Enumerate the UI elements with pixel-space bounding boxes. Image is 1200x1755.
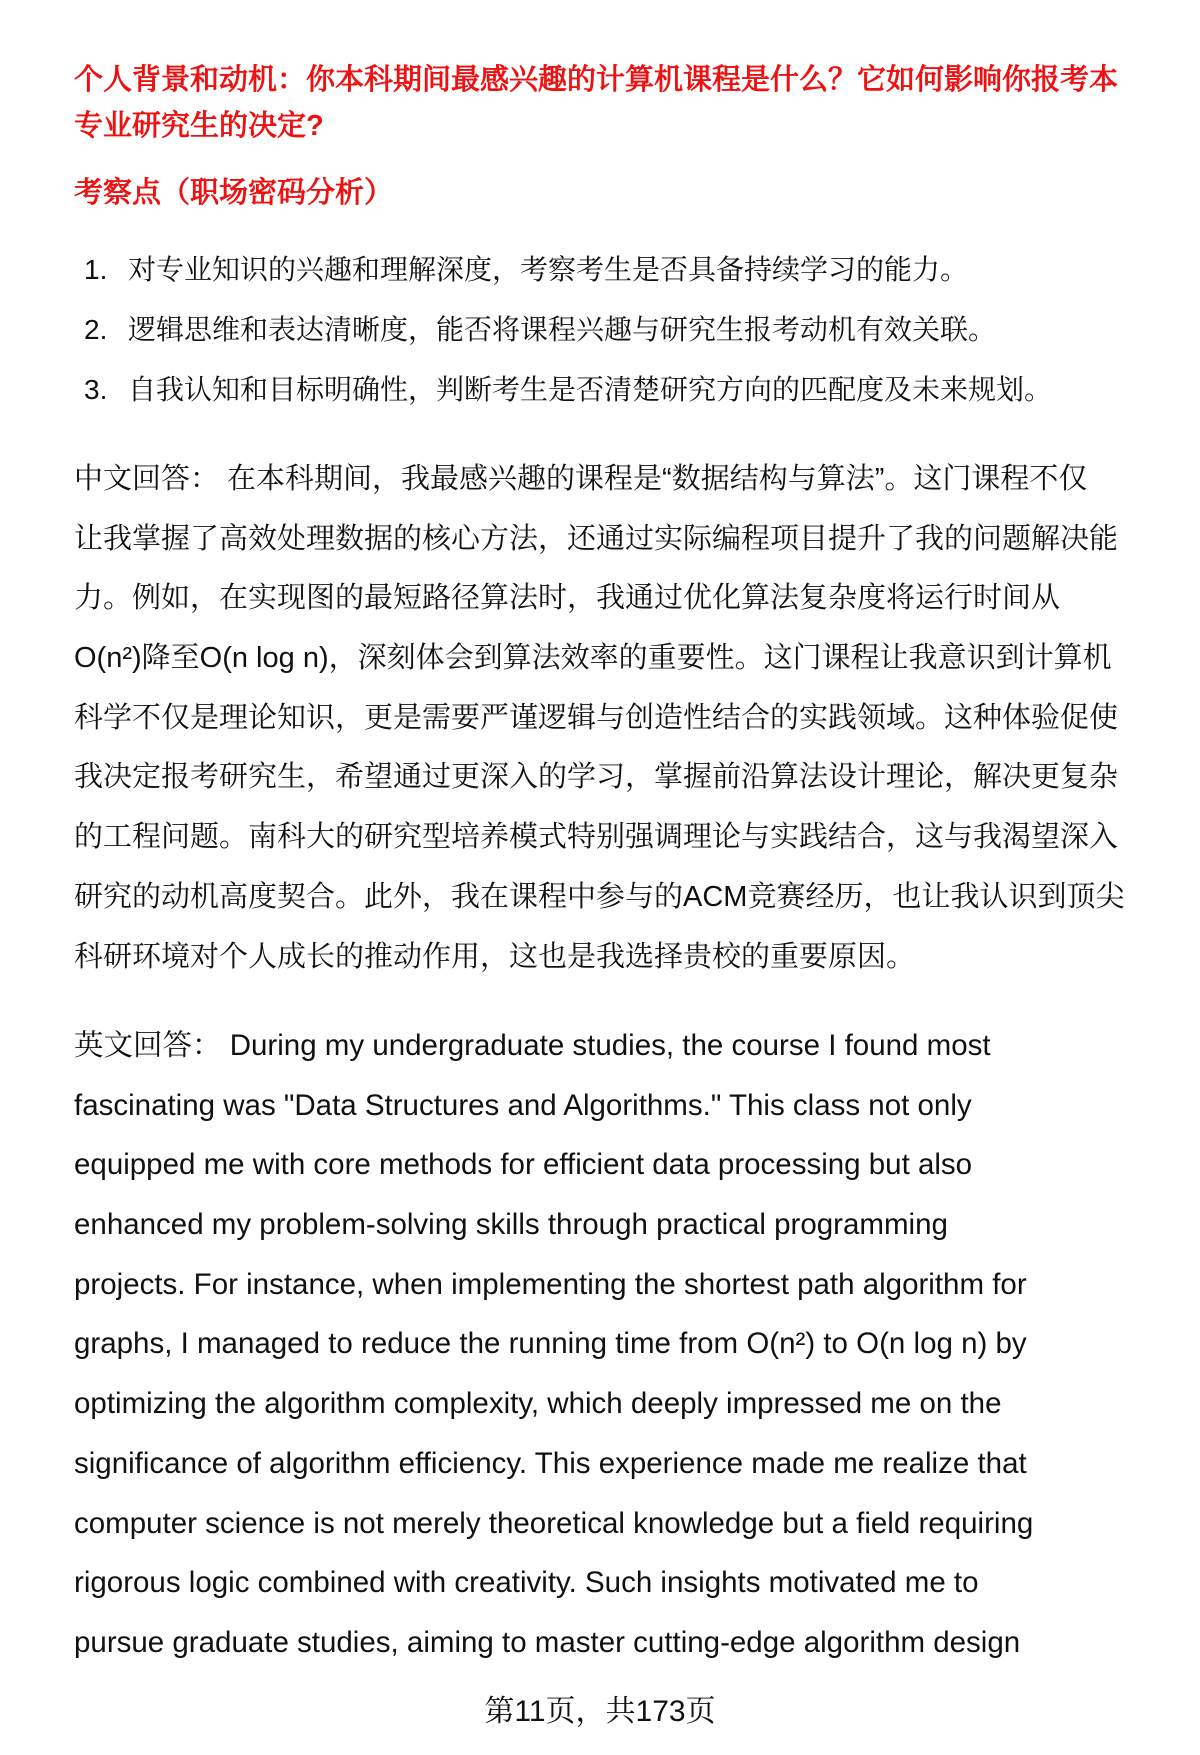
text-line: 的工程问题。南科大的研究型培养模式特别强调理论与实践结合，这与我渴望深入	[74, 821, 1119, 854]
list-item	[84, 360, 1052, 420]
text-line: equipped me with core methods for efficient data processing but also	[74, 1148, 973, 1182]
text-line: rigorous logic combined with creativity. Such insights motivated me to	[74, 1566, 979, 1600]
text-line: 英文回答： During my undergraduate studies, the course I found most	[74, 1029, 991, 1062]
text-line: fascinating was "Data Structures and Algorithms." This class not only	[74, 1088, 972, 1122]
text-line: 中文回答： 在本科期间，我最感兴趣的课程是“数据结构与算法”。这门课程不仅	[74, 463, 1088, 495]
text-line: projects. For instance, when implementing the shortest path algorithm for	[74, 1267, 1027, 1301]
text-line: pursue graduate studies, aiming to master cutting-edge algorithm design	[74, 1625, 1021, 1659]
text-line: 科研环境对个人成长的推动作用，这也是我选择贵校的重要原因。	[74, 940, 916, 973]
text-line: O(n²)降至O(n log n)，深刻体会到算法效率的重要性。这门课程让我意识到计算机	[74, 642, 1112, 675]
list-text: 自我认知和目标明确性，判断考生是否清楚研究方向的匹配度及未来规划。	[128, 374, 1053, 405]
list-number: 3.	[84, 374, 108, 405]
text-line: optimizing the algorithm complexity, which deeply impressed me on the	[74, 1387, 1002, 1421]
list-text: 对专业知识的兴趣和理解深度，考察考生是否具备持续学习的能力。	[128, 254, 969, 285]
list-number: 2.	[84, 314, 108, 345]
text-line: computer science is not merely theoretical knowledge but a field requiring	[74, 1506, 1034, 1540]
question-line: 专业研究生的决定?	[74, 110, 324, 142]
text-line: enhanced my problem-solving skills through practical programming	[74, 1208, 948, 1242]
list-text: 逻辑思维和表达清晰度，能否将课程兴趣与研究生报考动机有效关联。	[128, 314, 997, 345]
list-number: 1.	[84, 254, 108, 285]
text-line: significance of algorithm efficiency. This experience made me realize that	[74, 1446, 1027, 1480]
list-item	[84, 240, 1052, 300]
question-line: 个人背景和动机：你本科期间最感兴趣的计算机课程是什么？它如何影响你报考本	[74, 64, 1119, 96]
list-item	[84, 300, 1052, 360]
exam-points-list	[84, 240, 1052, 420]
text-line: 力。例如，在实现图的最短路径算法时，我通过优化算法复杂度将运行时间从	[74, 582, 1061, 615]
exam-points-heading: 考察点（职场密码分析）	[74, 177, 394, 209]
text-line: graphs, I managed to reduce the running time from O(n²) to O(n log n) by	[74, 1327, 1027, 1361]
page-number: 第11页，共173页	[484, 1695, 716, 1728]
chinese-answer	[74, 450, 1164, 987]
english-answer	[74, 1016, 1164, 1673]
text-line: 让我掌握了高效处理数据的核心方法，还通过实际编程项目提升了我的问题解决能	[74, 522, 1119, 555]
text-line: 研究的动机高度契合。此外，我在课程中参与的ACM竞赛经历，也让我认识到顶尖	[74, 880, 1125, 913]
question-title	[74, 57, 1164, 149]
text-line: 我决定报考研究生，希望通过更深入的学习，掌握前沿算法设计理论，解决更复杂	[74, 761, 1119, 794]
text-line: 科学不仅是理论知识，更是需要严谨逻辑与创造性结合的实践领域。这种体验促使	[74, 701, 1119, 734]
